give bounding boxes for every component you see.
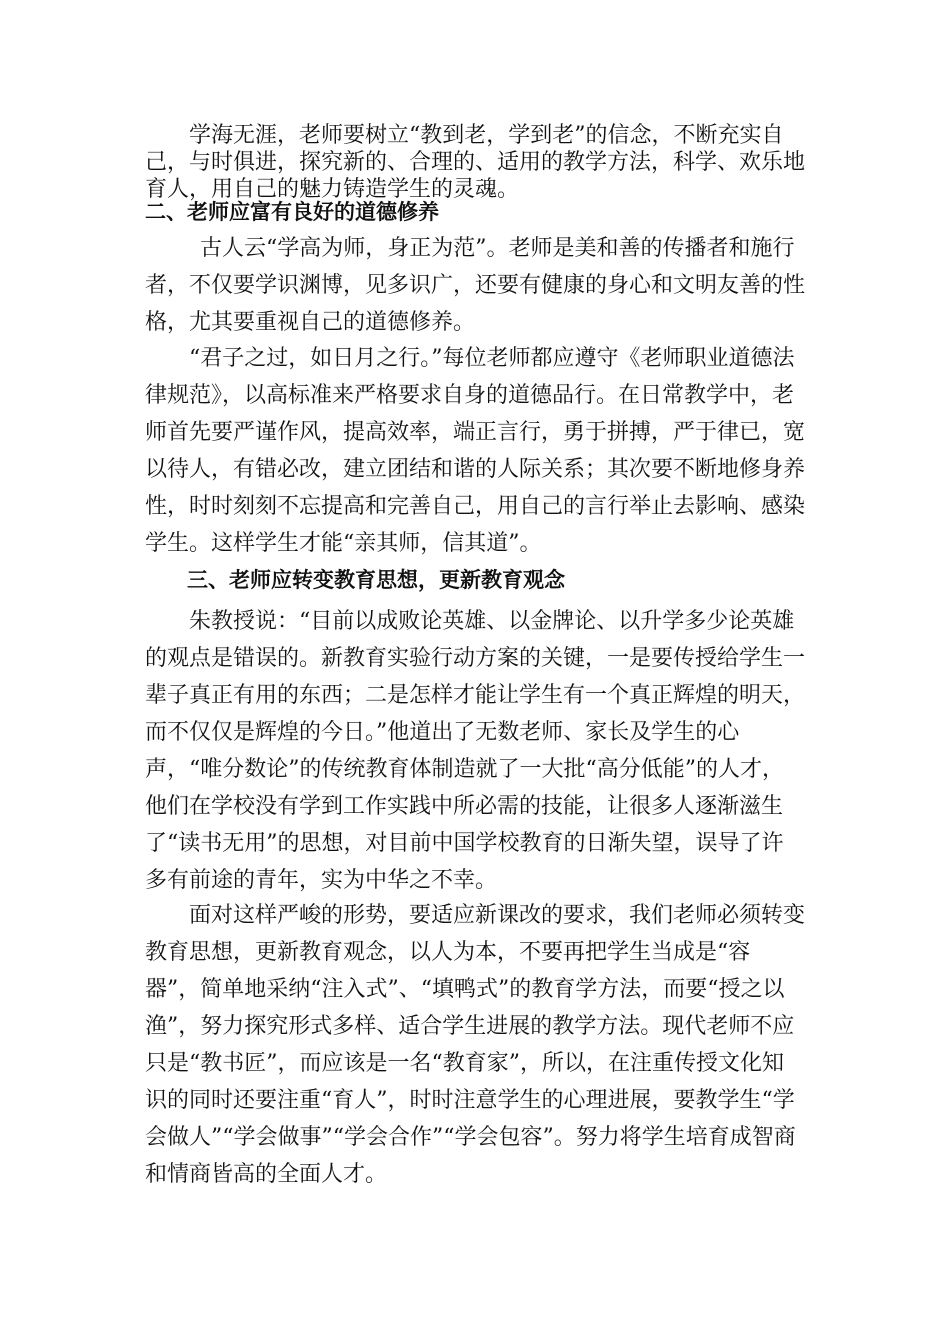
paragraph-3b: 面对这样严峻的形势，要适应新课改的要求，我们老师必须转变教育思想，更新教育观念，以人为本，不要再把学生当成是“容器”，简单地采纳“注入式”、“填鸭式”的教育学方法，而要“授之以渔”，努力探究形式多样、适合学生进展的教学方法。现代老师不应只是“教书匠”，而应该是一名“教育家”，所以，在注重传授文化知识的同时还要注重“育人”，时时注意学生的心理进展，要教学生“学会做人”“学会做事”“学会合作”“学会包容”。努力将学生培育成智商和情商皆高的全面人才。: [145, 903, 806, 1187]
paragraph-intro: 学海无涯，老师要树立“教到老，学到老”的信念，不断充实自己，与时俱进，探究新的、合理的、适用的教学方法，科学、欢乐地育人，用自己的魅力铸造学生的灵魂。: [145, 123, 806, 202]
section-heading-2: 二、老师应富有良好的道德修养: [145, 199, 439, 224]
paragraph-3a: 朱教授说：“目前以成败论英雄、以金牌论、以升学多少论英雄的观点是错误的。新教育实验行动方案的关键，一是要传授给学生一辈子真正有用的东西；二是怎样才能让学生有一个真正辉煌的明天，而不仅仅是辉煌的今日。”他道出了无数老师、家长及学生的心声，“唯分数论”的传统教育体制造就了一大批“高分低能”的人才，他们在学校没有学到工作实践中所必需的技能，让很多人逐渐滋生了“读书无用”的思想，对目前中国学校教育的日渐失望，误导了许多有前途的青年，实为中华之不幸。: [145, 609, 806, 893]
paragraph-2b: “君子之过，如日月之行。”每位老师都应遵守《老师职业道德法律规范》，以高标准来严格要求自身的道德品行。在日常教学中，老师首先要严谨作风，提高效率，端正言行，勇于拼搏，严于律已，宽以待人，有错必改，建立团结和谐的人际关系；其次要不断地修身养性，时时刻刻不忘提高和完善自己，用自己的言行举止去影响、感染学生。这样学生才能“亲其师，信其道”。: [145, 346, 806, 556]
section-heading-3: 三、老师应转变教育思想，更新教育观念: [187, 567, 565, 592]
paragraph-2a: 古人云“学高为师，身正为范”。老师是美和善的传播者和施行者，不仅要学识渊博，见多识广，还要有健康的身心和文明友善的性格，尤其要重视自己的道德修养。: [145, 236, 806, 335]
